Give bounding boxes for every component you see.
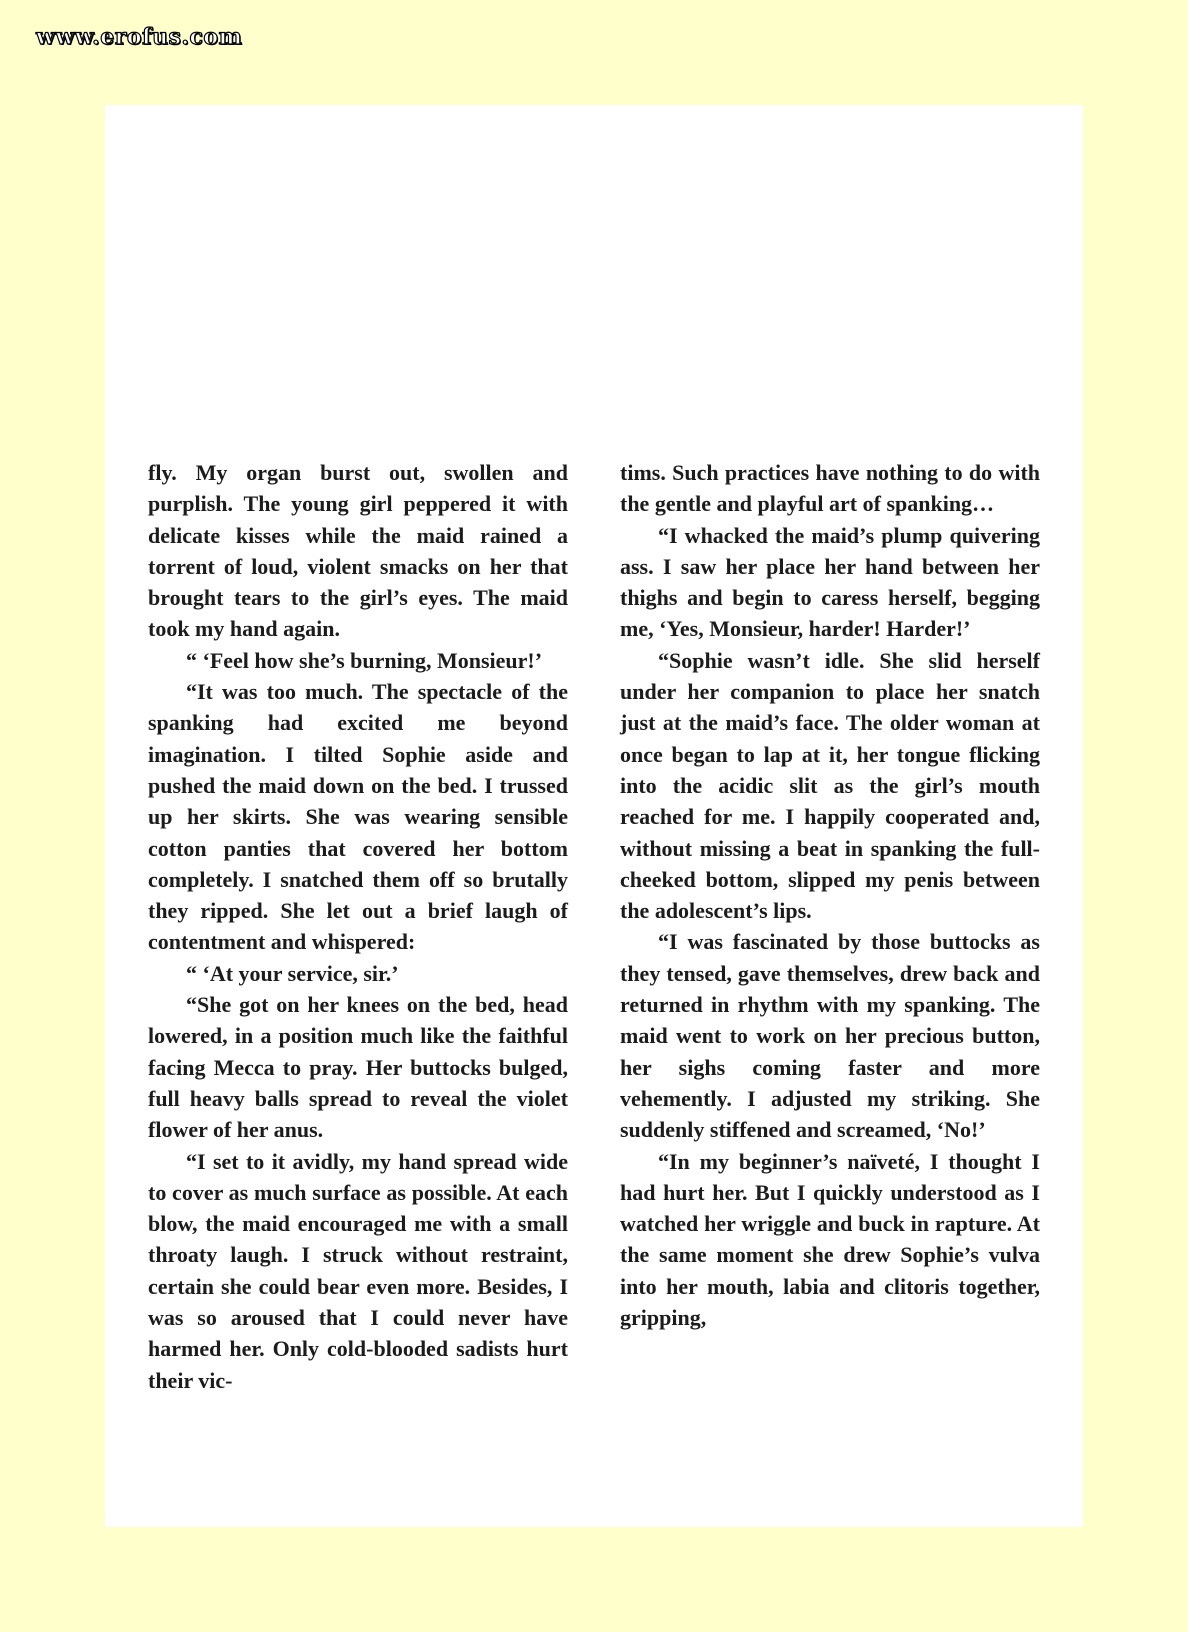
right-text-column	[620, 457, 1040, 1333]
paragraph: tims. Such practices have nothing to do with the gentle and playful art of spanking…	[620, 460, 1040, 517]
paragraph: “I was fascinated by those buttocks as they tensed, gave themselves, drew back and returned in rhythm with my spanking. The maid went to work on her precious button, her sighs coming faster and more vehemently. I adjusted my striking. She suddenly stiffened and screamed, ‘No!’	[620, 929, 1040, 1143]
paragraph: “ ‘At your service, sir.’	[186, 960, 399, 986]
paragraph: “Sophie wasn’t idle. She slid herself under her companion to place her snatch just at the maid’s face. The older woman at once began to lap at it, her tongue flicking into the acidic slit as the girl’s mouth reached for me. I happily cooperated and, without missing a beat in spanking the full-cheeked bottom, slipped my penis between the adolescent’s lips.	[620, 647, 1040, 924]
paragraph: “ ‘Feel how she’s burning, Monsieur!’	[186, 647, 543, 673]
paragraph: fly. My organ burst out, swollen and purplish. The young girl peppered it with delicate kisses while the maid rained a torrent of loud, violent smacks on her that brought tears to the girl’s eyes. The maid took my hand again.	[148, 460, 568, 642]
book-page	[105, 105, 1083, 1527]
paragraph: “It was too much. The spectacle of the spanking had excited me beyond imagination. I tilted Sophie aside and pushed the maid down on the bed. I trussed up her skirts. She was wearing sensible cotton panties that covered her bottom completely. I snatched them off so brutally they ripped. She let out a brief laugh of contentment and whispered:	[148, 679, 568, 955]
paragraph: “I whacked the maid’s plump quivering ass. I saw her place her hand between her thighs and begin to caress herself, begging me, ‘Yes, Monsieur, harder! Harder!’	[620, 522, 1040, 642]
paragraph: “She got on her knees on the bed, head lowered, in a position much like the faithful facing Mecca to pray. Her buttocks bulged, full heavy balls spread to reveal the violet flower of her anus.	[148, 992, 568, 1143]
left-text-column	[148, 457, 568, 1396]
paragraph: “In my beginner’s naïveté, I thought I had hurt her. But I quickly understood as I watched her wriggle and buck in rapture. At the same moment she drew Sophie’s vulva into her mouth, labia and clitoris together, gripping,	[620, 1148, 1040, 1331]
paragraph: “I set to it avidly, my hand spread wide to cover as much surface as possible. At each blow, the maid encouraged me with a small throaty laugh. I struck without restraint, certain she could bear even more. Besides, I was so aroused that I could never have harmed her. Only cold-blooded sadists hurt their vic-	[148, 1148, 568, 1393]
watermark-text: www.erofus.com	[36, 24, 243, 50]
